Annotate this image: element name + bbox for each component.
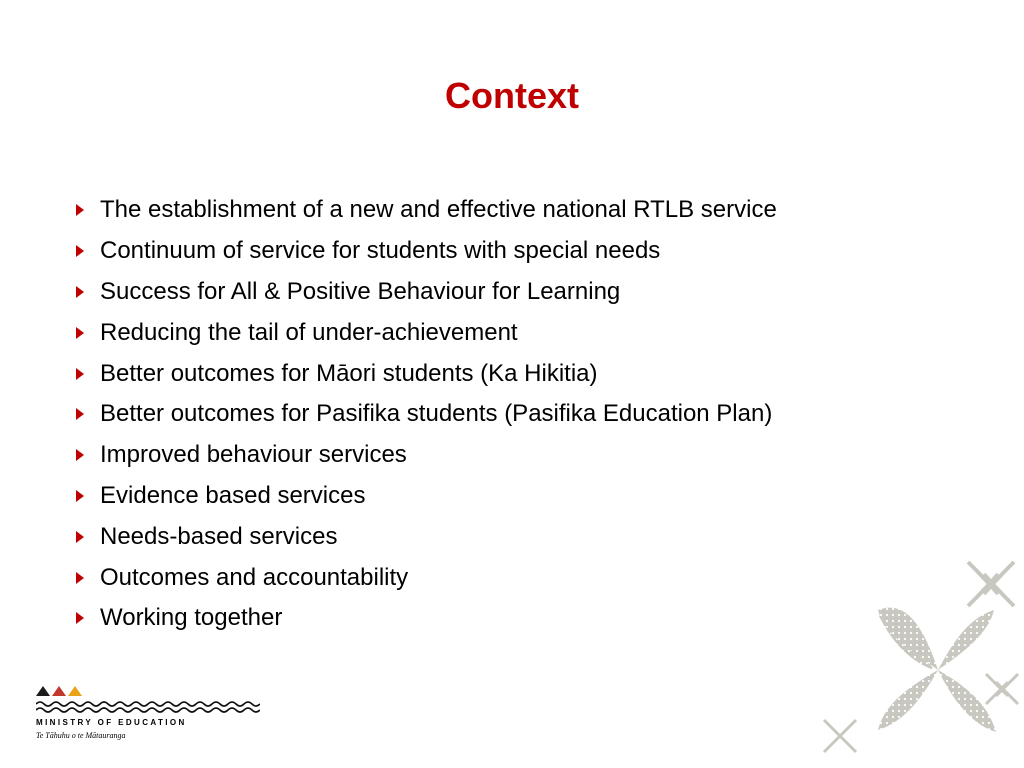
list-item <box>70 557 777 598</box>
list-item <box>70 190 777 231</box>
bullet-text: Better outcomes for Māori students (Ka Hikitia) <box>100 359 598 387</box>
triangle-right-icon <box>76 408 84 420</box>
triangle-right-icon <box>76 531 84 543</box>
list-item <box>70 476 777 517</box>
bullet-text: Better outcomes for Pasifika students (Pasifika Education Plan) <box>100 400 773 428</box>
bullet-text: Continuum of service for students with special needs <box>100 237 661 265</box>
list-item <box>70 435 777 476</box>
kowhaiwhai-pattern-icon <box>818 552 1024 768</box>
logo-name: MINISTRY OF EDUCATION <box>36 718 187 727</box>
triangle-right-icon <box>76 327 84 339</box>
logo-triangles-icon <box>36 684 92 698</box>
logo-waves-icon <box>36 700 260 716</box>
ministry-of-education-logo <box>36 684 266 746</box>
list-item <box>70 598 777 639</box>
bullet-text: The establishment of a new and effective national RTLB service <box>100 196 777 224</box>
list-item <box>70 353 777 394</box>
bullet-text: Evidence based services <box>100 481 366 509</box>
triangle-right-icon <box>76 245 84 257</box>
triangle-right-icon <box>76 204 84 216</box>
bullet-list <box>70 190 777 639</box>
small-cross-bottom <box>824 720 856 752</box>
list-item <box>70 394 777 435</box>
list-item <box>70 231 777 272</box>
slide-title: Context <box>445 75 579 116</box>
triangle-right-icon <box>76 572 84 584</box>
small-cross-top <box>968 562 1014 606</box>
list-item <box>70 272 777 313</box>
triangle-right-icon <box>76 286 84 298</box>
triangle-right-icon <box>76 490 84 502</box>
triangle-right-icon <box>76 368 84 380</box>
bullet-text: Improved behaviour services <box>100 441 407 469</box>
triangle-right-icon <box>76 612 84 624</box>
bullet-text: Outcomes and accountability <box>100 563 409 591</box>
bullet-text: Needs-based services <box>100 522 338 550</box>
small-cross-right <box>986 674 1018 704</box>
list-item <box>70 312 777 353</box>
bullet-text: Success for All & Positive Behaviour for Learning <box>100 277 621 305</box>
logo-subtitle: Te Tāhuhu o te Mātauranga <box>36 731 126 740</box>
bullet-text: Reducing the tail of under-achievement <box>100 318 518 346</box>
list-item <box>70 516 777 557</box>
large-cross-shape <box>878 608 996 732</box>
bullet-text: Working together <box>100 604 283 632</box>
triangle-right-icon <box>76 449 84 461</box>
